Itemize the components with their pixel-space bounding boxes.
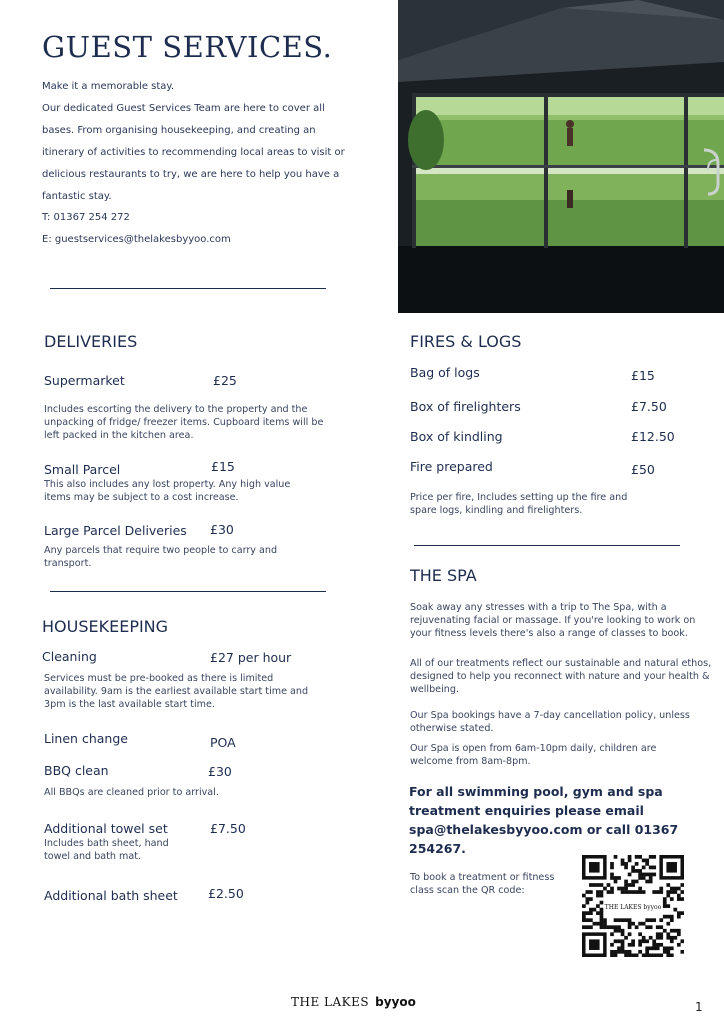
pool-illustration bbox=[398, 0, 724, 313]
bag-of-logs-price: £15 bbox=[631, 368, 655, 383]
cleaning-description: Services must be pre-booked as there is limited availability. 9am is the earliest available start time and 3pm is the last available start time. bbox=[44, 673, 309, 710]
spa-paragraph: Our Spa is open from 6am-10pm daily, children are welcome from 8am-8pm. bbox=[410, 743, 657, 767]
brand-suffix: byyoo bbox=[375, 995, 416, 1009]
email-address[interactable]: E: guestservices@thelakesbyyoo.com bbox=[42, 234, 231, 245]
bath-sheet-price: £2.50 bbox=[208, 886, 244, 901]
kindling-label: Box of kindling bbox=[410, 429, 503, 444]
fires-logs-heading: FIRES & LOGS bbox=[410, 332, 522, 351]
small-parcel-price: £15 bbox=[211, 459, 235, 474]
towel-set-label: Additional towel set bbox=[44, 821, 168, 836]
small-parcel-description: This also includes any lost property. Any high value items may be subject to a cost increase. bbox=[44, 479, 291, 503]
cleaning-label: Cleaning bbox=[42, 649, 97, 664]
linen-change-label: Linen change bbox=[44, 731, 128, 746]
kindling-price: £12.50 bbox=[631, 429, 675, 444]
housekeeping-heading: HOUSEKEEPING bbox=[42, 617, 169, 636]
divider bbox=[50, 288, 326, 289]
intro-line: delicious restaurants to try, we are here to help you have a bbox=[42, 169, 340, 180]
large-parcel-price: £30 bbox=[210, 522, 234, 537]
bath-sheet-label: Additional bath sheet bbox=[44, 888, 178, 903]
intro-line: itinerary of activities to recommending local areas to visit or bbox=[42, 147, 345, 158]
spa-heading: THE SPA bbox=[410, 566, 477, 585]
footer-logo bbox=[291, 995, 416, 1009]
bbq-clean-label: BBQ clean bbox=[44, 763, 109, 778]
bag-of-logs-label: Bag of logs bbox=[410, 365, 480, 380]
bbq-clean-description: All BBQs are cleaned prior to arrival. bbox=[44, 787, 219, 798]
firelighters-label: Box of firelighters bbox=[410, 399, 521, 414]
qr-label: THE LAKES byyoo bbox=[604, 904, 662, 911]
towel-set-price: £7.50 bbox=[210, 821, 246, 836]
fire-prepared-label: Fire prepared bbox=[410, 459, 493, 474]
deliveries-heading: DELIVERIES bbox=[44, 332, 138, 351]
large-parcel-description: Any parcels that require two people to carry and transport. bbox=[44, 545, 278, 569]
fires-note: Price per fire, Includes setting up the fire and spare logs, kindling and firelighters. bbox=[410, 492, 628, 516]
towel-set-description: Includes bath sheet, hand towel and bath mat. bbox=[44, 838, 169, 862]
firelighters-price: £7.50 bbox=[631, 399, 667, 414]
fire-prepared-price: £50 bbox=[631, 462, 655, 477]
intro-line: Our dedicated Guest Services Team are here to cover all bbox=[42, 103, 325, 114]
page-title: GUEST SERVICES. bbox=[42, 30, 333, 64]
spa-paragraph: Soak away any stresses with a trip to The Spa, with a rejuvenating facial or massage. If you're looking to work on your fitness levels there's also a range of classes to book. bbox=[410, 602, 696, 639]
intro-line: fantastic stay. bbox=[42, 191, 112, 202]
bbq-clean-price: £30 bbox=[208, 764, 232, 779]
divider bbox=[50, 591, 326, 592]
spa-paragraph: All of our treatments reflect our sustainable and natural ethos, designed to help you reconnect with nature and your health & wellbeing. bbox=[410, 658, 712, 695]
pool-photo bbox=[398, 0, 724, 313]
spa-enquiry[interactable]: For all swimming pool, gym and spa treatment enquiries please email spa@thelakesbyyoo.com or call 01367 254267. bbox=[409, 784, 679, 856]
small-parcel-label: Small Parcel bbox=[44, 462, 121, 477]
qr-instruction: To book a treatment or fitness class scan the QR code: bbox=[410, 872, 555, 896]
supermarket-price: £25 bbox=[213, 373, 237, 388]
intro-line: Make it a memorable stay. bbox=[42, 81, 175, 92]
cleaning-price: £27 per hour bbox=[210, 650, 292, 665]
large-parcel-label: Large Parcel Deliveries bbox=[44, 523, 187, 538]
divider bbox=[414, 545, 680, 546]
brand-name: THE LAKES bbox=[291, 995, 370, 1009]
linen-change-price: POA bbox=[210, 735, 236, 750]
qr-code-graphic[interactable] bbox=[582, 855, 684, 957]
qr-code[interactable] bbox=[582, 855, 684, 957]
phone-number[interactable]: T: 01367 254 272 bbox=[42, 212, 130, 223]
page-number: 1 bbox=[695, 1000, 703, 1014]
supermarket-label: Supermarket bbox=[44, 373, 125, 388]
spa-paragraph: Our Spa bookings have a 7-day cancellation policy, unless otherwise stated. bbox=[410, 710, 690, 734]
supermarket-description: Includes escorting the delivery to the property and the unpacking of fridge/ freezer items. Cupboard items will be left packed in the kitchen area. bbox=[44, 404, 324, 441]
intro-line: bases. From organising housekeeping, and creating an bbox=[42, 125, 316, 136]
